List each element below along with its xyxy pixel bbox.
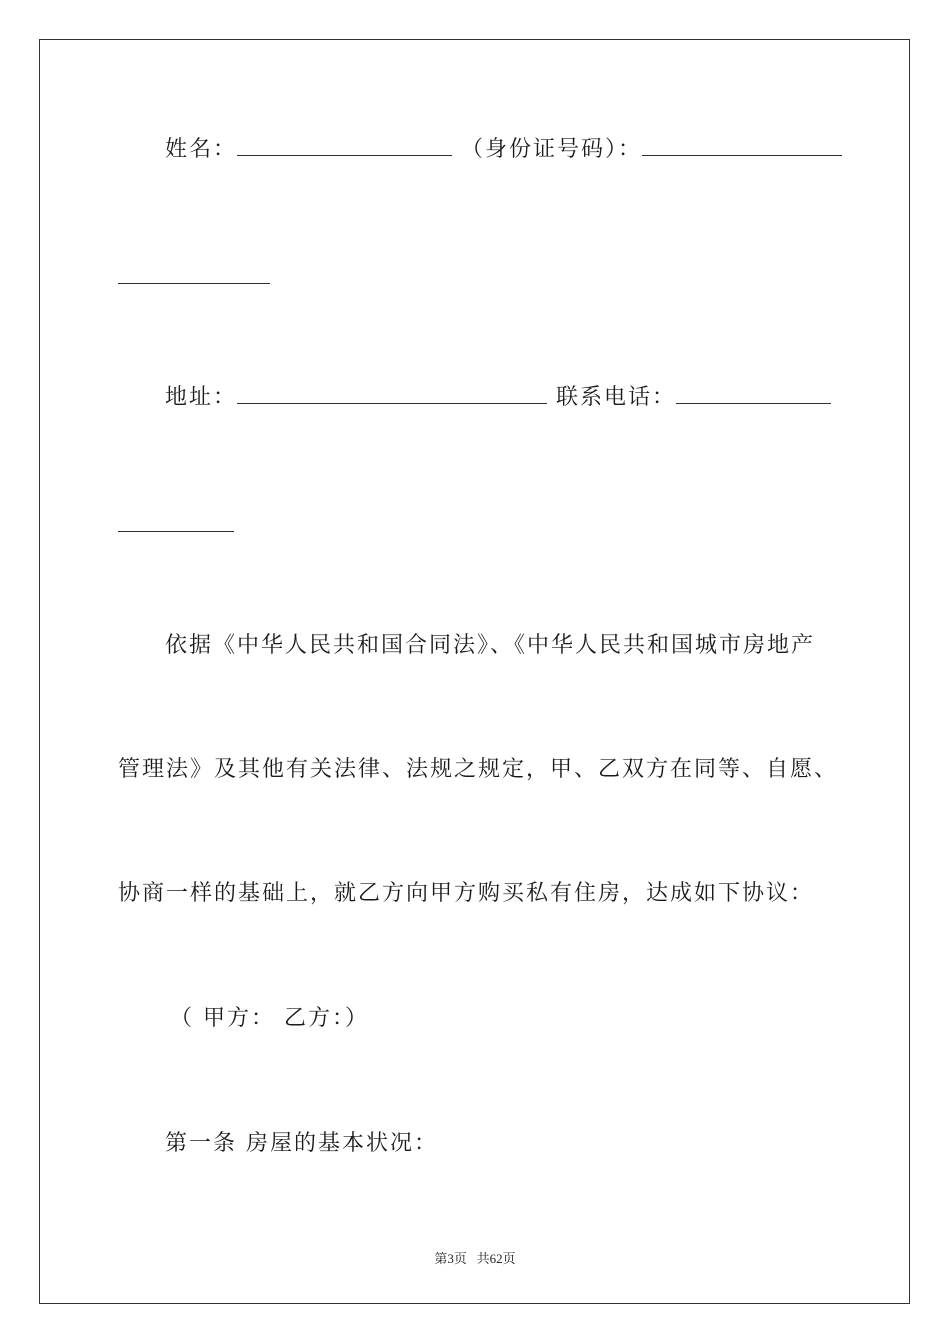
id-blank	[642, 137, 842, 156]
page-number: 第3页	[434, 1251, 467, 1266]
address-label: 地址：	[165, 385, 238, 410]
name-id-line	[165, 136, 842, 164]
address-blank	[237, 385, 547, 404]
paragraph-line-3: 协商一样的基础上，就乙方向甲方购买私有住房，达成如下协议：	[118, 881, 815, 906]
phone-blank-continuation	[118, 531, 234, 532]
address-phone-line	[165, 384, 831, 412]
paragraph-line-2: 管理法》及其他有关法律、法规之规定，甲、乙双方在同等、自愿、	[118, 757, 839, 782]
parties-line: （ 甲方： 乙方：）	[170, 1006, 369, 1031]
phone-blank	[676, 385, 831, 404]
id-label: （身份证号码）：	[461, 137, 643, 162]
page-total: 共62页	[476, 1251, 516, 1266]
page-frame	[39, 39, 910, 1304]
name-blank	[237, 137, 452, 156]
phone-label: 联系电话：	[556, 385, 677, 410]
id-blank-continuation	[118, 283, 270, 284]
paragraph-line-1: 依据《中华人民共和国合同法》、《中华人民共和国城市房地产	[165, 633, 816, 658]
name-label: 姓名：	[165, 137, 238, 162]
article-1-heading: 第一条 房屋的基本状况：	[165, 1131, 438, 1156]
page-footer	[0, 1248, 950, 1267]
